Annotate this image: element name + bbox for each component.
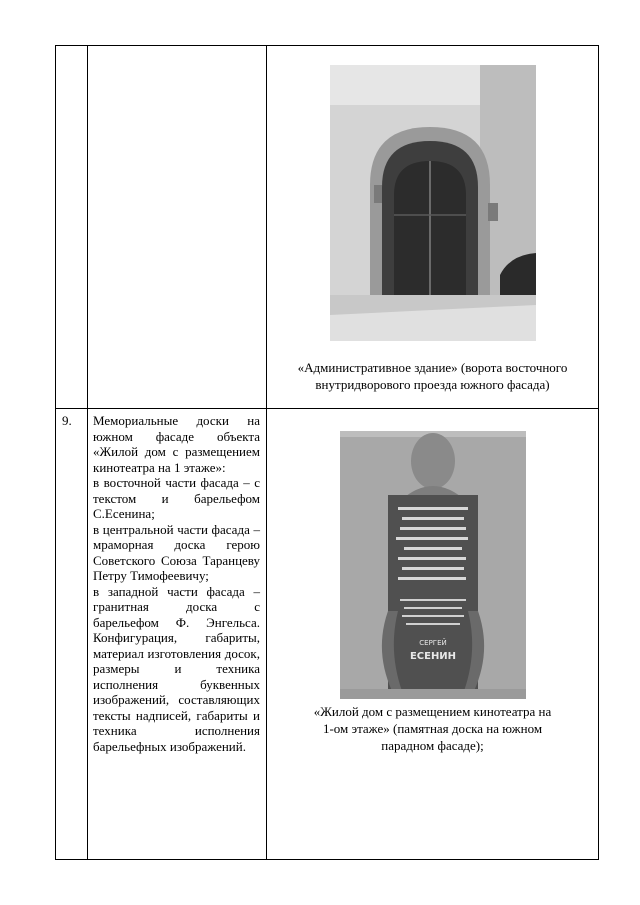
caption-line: «Жилой дом с размещением кинотеатра на [313, 704, 552, 719]
object-description [88, 409, 266, 754]
caption-line: парадном фасаде); [381, 738, 484, 753]
objects-table [55, 45, 599, 860]
row-number [56, 46, 87, 50]
description-paragraph: в западной части фасада – гранитная доска с барельефом Ф. Энгельса. Конфигурация, габариты, материал изготовления досок, размеры и техника исполнения буквенных изображений, составляющих тексты надписей, габариты и техника исполнения барельефных изображений. [93, 583, 260, 754]
svg-text:СЕРГЕЙ: СЕРГЕЙ [418, 639, 447, 647]
description-paragraph: в центральной части фасада – мраморная доска герою Советского Союза Таранцеву Петру Тимофеевичу; [93, 521, 260, 583]
svg-text:ЕСЕНИН: ЕСЕНИН [409, 651, 456, 662]
row-number: 9. [62, 413, 72, 428]
photo-caption [267, 703, 598, 754]
photo-caption [267, 359, 598, 393]
row-number-cell [56, 409, 88, 860]
description-paragraph: Мемориальные доски на южном фасаде объекта «Жилой дом с размещением кинотеатра на 1 этаже»: [93, 413, 260, 475]
image-cell [267, 46, 599, 409]
description-cell [88, 46, 267, 409]
caption-line: 1-ом этаже» (памятная доска на южном [322, 721, 543, 736]
caption-line: внутридворового проезда южного фасада) [315, 377, 550, 392]
description-cell [88, 409, 267, 860]
gate-photo [330, 65, 536, 341]
memorial-plaque-photo [340, 431, 526, 699]
image-cell [267, 409, 599, 860]
table-row [56, 46, 599, 409]
table-row [56, 409, 599, 860]
row-number-cell [56, 46, 88, 409]
caption-line: «Административное здание» (ворота восточного [297, 360, 568, 375]
description-paragraph: в восточной части фасада – с текстом и барельефом С.Есенина; [93, 475, 260, 521]
